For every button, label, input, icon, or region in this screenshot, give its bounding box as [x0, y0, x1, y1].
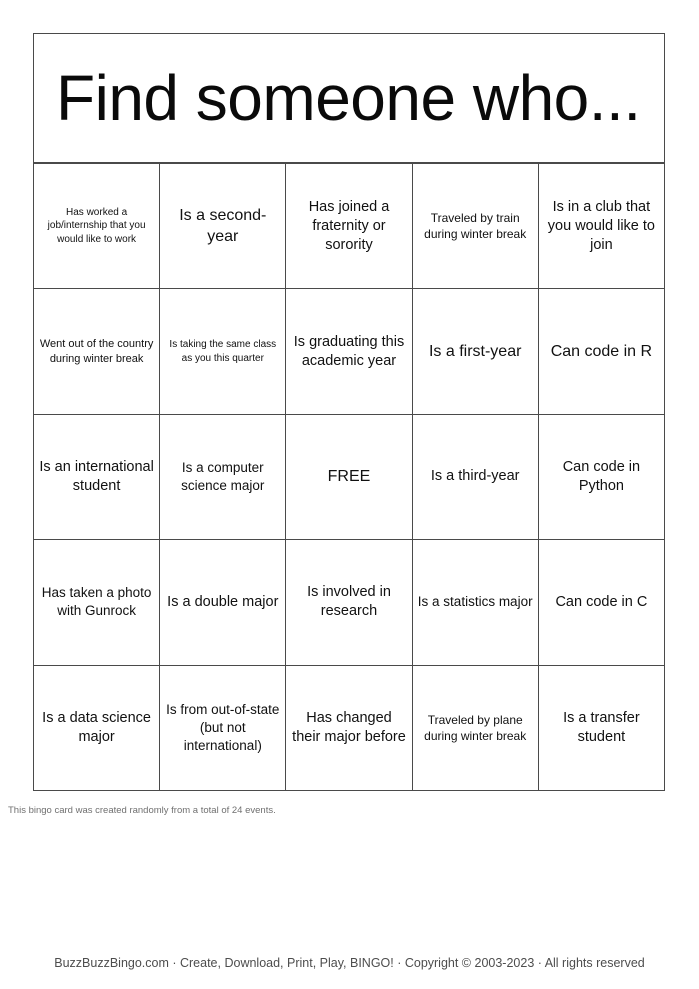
bingo-cell[interactable] [539, 289, 665, 414]
bingo-cell-label: Is a double major [167, 593, 279, 610]
bingo-cell[interactable] [539, 540, 665, 665]
bingo-cell-label: Has worked a job/internship that you would like to work [47, 206, 146, 245]
bingo-cell[interactable] [286, 164, 412, 289]
bingo-cell-label: Has changed their major before [292, 709, 406, 745]
bingo-cell-label: Is a transfer student [563, 709, 640, 745]
bingo-cell-label: Can code in C [555, 593, 648, 610]
bingo-cell[interactable] [539, 415, 665, 540]
bingo-cell[interactable] [160, 666, 286, 791]
bingo-cell[interactable] [413, 164, 539, 289]
bingo-cell[interactable] [160, 540, 286, 665]
bingo-cell-label: Is a data science major [42, 709, 151, 745]
bingo-cell[interactable] [34, 666, 160, 791]
bingo-cell[interactable] [413, 666, 539, 791]
bingo-cell-label: Traveled by train during winter break [424, 211, 527, 242]
bingo-cell[interactable] [539, 164, 665, 289]
bingo-cell[interactable] [160, 164, 286, 289]
bingo-cell-label: Is an international student [39, 458, 154, 494]
bingo-cell-label: FREE [327, 468, 371, 486]
bingo-cell[interactable] [34, 540, 160, 665]
bingo-cell-label: Traveled by plane during winter break [424, 712, 527, 743]
bingo-cell[interactable] [160, 289, 286, 414]
bingo-cell-label: Is a first-year [428, 343, 522, 361]
bingo-cell-label: Is taking the same class as you this quarter [169, 339, 277, 364]
bingo-cell[interactable] [413, 540, 539, 665]
bingo-cell[interactable] [413, 289, 539, 414]
bingo-cell[interactable] [539, 666, 665, 791]
bingo-cell-label: Is in a club that you would like to join [547, 198, 655, 253]
bingo-cell-label: Went out of the country during winter break [39, 338, 154, 365]
bingo-cell-label: Can code in Python [562, 458, 641, 494]
bingo-cell-label: Is a second-year [179, 207, 267, 246]
bingo-cell-label: Is a computer science major [181, 459, 265, 493]
bingo-free-space[interactable] [286, 415, 412, 540]
bingo-cell[interactable] [286, 540, 412, 665]
bingo-cell[interactable] [34, 289, 160, 414]
randomization-footnote: This bingo card was created randomly from a total of 24 events. [8, 805, 276, 816]
bingo-cell-label: Can code in R [550, 343, 653, 361]
bingo-cell-label: Has joined a fraternity or sorority [308, 198, 390, 253]
bingo-cell-label: Is involved in research [307, 584, 391, 620]
bingo-cell-label: Is a third-year [430, 468, 520, 485]
bingo-grid [33, 163, 665, 791]
bingo-cell[interactable] [34, 415, 160, 540]
bingo-cell-label: Has taken a photo with Gunrock [41, 585, 152, 619]
bingo-cell[interactable] [160, 415, 286, 540]
card-title-box [33, 33, 665, 163]
bingo-cell-label: Is graduating this academic year [293, 333, 405, 369]
bingo-cell-label: Is from out-of-state (but not international) [166, 701, 280, 753]
bingo-cell-label: Is a statistics major [417, 594, 533, 610]
bingo-cell[interactable] [34, 164, 160, 289]
page-title: Find someone who... [56, 62, 641, 134]
site-copyright-footer: BuzzBuzzBingo.com · Create, Download, Print, Play, BINGO! · Copyright © 2003-2023 · All rights reserved [54, 956, 645, 970]
bingo-cell[interactable] [286, 289, 412, 414]
bingo-cell[interactable] [286, 666, 412, 791]
bingo-cell[interactable] [413, 415, 539, 540]
bingo-card [33, 33, 665, 791]
